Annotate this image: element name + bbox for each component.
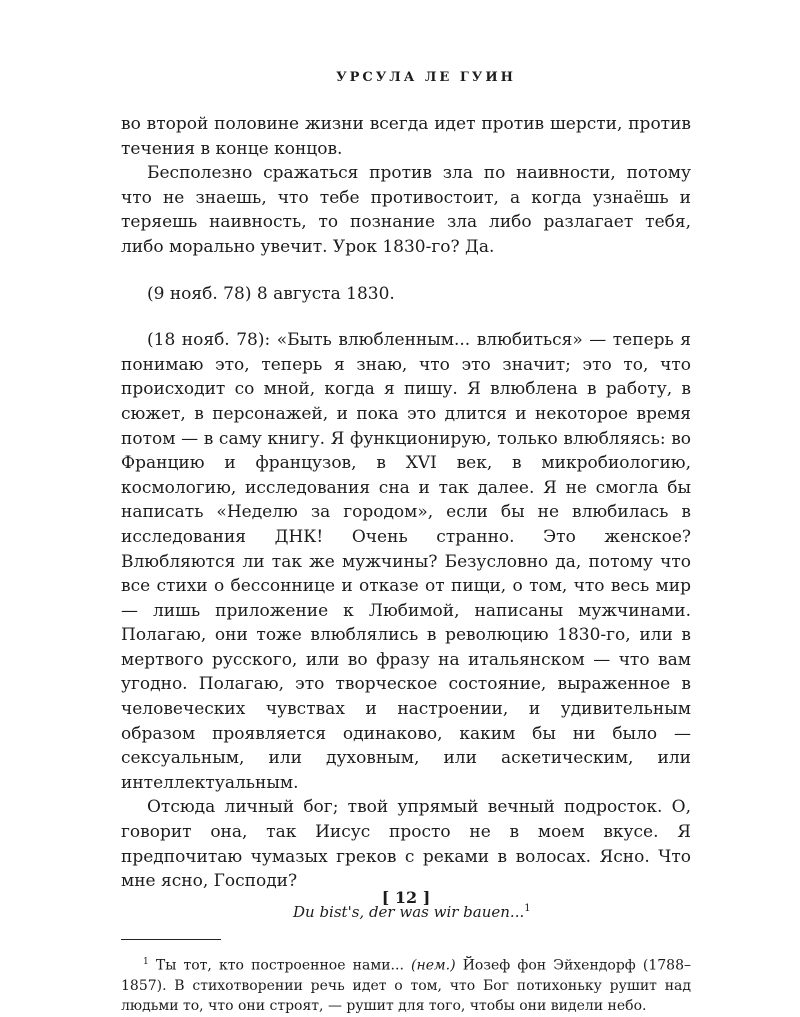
paragraph: Отсюда личный бог; твой упрямый вечный подросток. О, говорит она, так Иисус просто не в моем вкусе. Я предпочитаю чумазых греков с реками в волосах. Ясно. Что мне ясно, Господи?	[121, 797, 691, 892]
footnote-text-b: Йозеф фон Эйхендорф (1788–1857). В стихотворении речь идет о том, что Бог потихоньку рушит над людьми то, что они строят, — рушит для того, чтобы они видели небо.	[121, 957, 691, 1015]
paragraph-continued: во второй половине жизни всегда идет против шерсти, против течения в конце концов.	[121, 114, 691, 159]
footnote-marker[interactable]: 1	[524, 902, 531, 914]
footnote-language: (нем.)	[411, 957, 456, 974]
footnote-number: 1	[143, 956, 149, 967]
entry-date: (18 нояб. 78)	[147, 330, 265, 351]
diary-entry-date: (9 нояб. 78) 8 августа 1830.	[147, 283, 395, 304]
book-page	[121, 70, 692, 1015]
entry-text: : «Быть влюбленным... влюбиться» — теперь я понимаю это, теперь я знаю, что это значит; это то, что происходит со мной, когда я пишу. Я влюблена в работу, в сюжет, в персонажей, и пока это длится и некоторое время потом — в саму книгу. Я функционирую, только влюбляясь: во Францию и французов, в XVI век, в микробиологию, космологию, исследования сна и так далее. Я не смогла бы написать «Неделю за городом», если бы не влюбилась в исследования ДНК! Очень странно. Это женское? Влюбляются ли так же мужчины? Безусловно да, потому что все стихи о бессоннице и отказе от пищи, о том, что весь мир — лишь приложение к Любимой, написаны мужчинами. Полагаю, они тоже влюблялись в революцию 1830-го, или в мертвого русского, или во фразу на итальянском — что вам угодно. Полагаю, это творческое состояние, выраженное в человеческих чувствах и настроении, и удивительным образом проявляется одинаково, каким бы ни было — сексуальным, или духовным, или аскетическим, или интеллектуальным.	[121, 330, 692, 793]
footnote	[121, 952, 691, 1017]
paragraph: Бесполезно сражаться против зла по наивности, потому что не знаешь, что тебе противостоит, а когда узнаёшь и теряешь наивность, то познание зла либо разлагает тебя, либо морально увечит. Урок 1830-го? Да.	[121, 163, 691, 257]
running-head: УРСУЛА ЛЕ ГУИН	[336, 70, 516, 85]
footnote-divider	[121, 939, 221, 940]
diary-entry	[121, 328, 691, 795]
body-text	[121, 112, 691, 894]
page-number: [ 12 ]	[381, 888, 431, 907]
epigraph-text: Du bist's, der was wir bauen...	[293, 902, 525, 921]
footnote-text-a: Ты тот, кто построенное нами...	[148, 957, 412, 974]
